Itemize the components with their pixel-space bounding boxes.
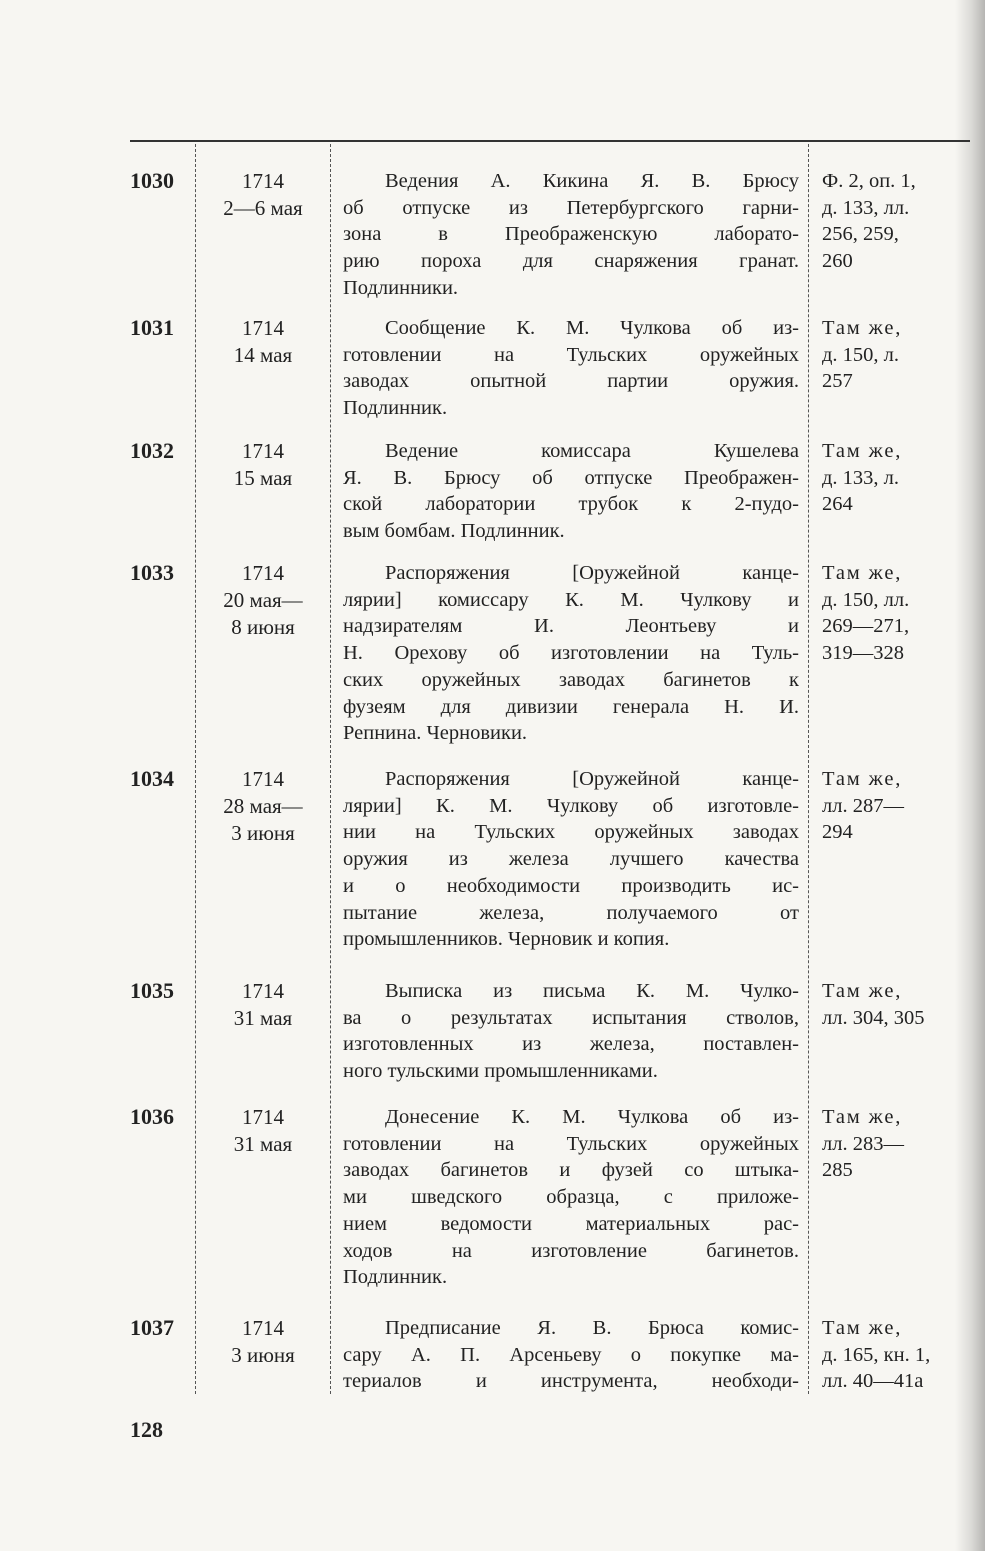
entry-description-line: пытание железа, получаемого от — [343, 901, 799, 924]
entry-reference-line: лл. 40—41а — [822, 1370, 924, 1393]
entry-archive-reference — [822, 978, 982, 1031]
entry-reference-line: Ф. 2, оп. 1, — [822, 170, 916, 192]
entry-date-line: 1714 — [242, 1105, 284, 1129]
entry-date-line: 31 мая — [233, 1132, 293, 1156]
entry-date-line: 3 июня — [231, 821, 295, 845]
entry-date-line: 31 мая — [233, 1006, 293, 1030]
page-number: 128 — [130, 1417, 163, 1442]
entry-description — [343, 560, 799, 747]
entry-number: 1036 — [130, 1104, 174, 1129]
entry-description — [343, 315, 799, 422]
entry-archive-reference — [822, 438, 982, 518]
entry-description-line: Я. В. Брюсу об отпуске Преображен- — [343, 466, 799, 489]
entry-date-line: 3 июня — [231, 1343, 295, 1367]
entry-archive-reference — [822, 168, 982, 275]
entry-date — [197, 168, 329, 222]
entry-description-line: заводах багинетов и фузей со штыка- — [343, 1159, 799, 1182]
entry-reference-line: Там же, — [822, 980, 903, 1002]
entry-number: 1034 — [130, 766, 174, 791]
entry-date-line: 1714 — [242, 169, 284, 193]
entry-date-line: 28 мая— — [223, 794, 303, 818]
entry-description-line: Распоряжения [Оружейной канце- — [385, 562, 799, 584]
entry-description-line: лярии] К. М. Чулкову об изготовле- — [343, 794, 799, 817]
entry-reference-line: 256, 259, — [822, 223, 899, 246]
entry-description — [343, 168, 799, 302]
entry-description-line: ми шведского образца, с приложе- — [343, 1186, 799, 1209]
entry-reference-line: Там же, — [822, 317, 903, 339]
entry-description — [343, 1104, 799, 1291]
entry-date-line: 20 мая— — [223, 588, 303, 612]
entry-date — [197, 560, 329, 641]
entry-date-line: 1714 — [242, 561, 284, 585]
column-divider-3 — [808, 144, 809, 1394]
entry-description — [343, 1315, 799, 1395]
entry-number: 1031 — [130, 315, 174, 340]
entry-description — [343, 766, 799, 953]
entry-description-line: Выписка из письма К. М. Чулко- — [385, 980, 799, 1002]
entry-description-line: Ведения А. Кикина Я. В. Брюсу — [385, 170, 799, 192]
entry-date — [197, 438, 329, 492]
entry-reference-line: Там же, — [822, 562, 903, 584]
entry-archive-reference — [822, 1315, 982, 1395]
entry-description-line: готовлении на Тульских оружейных — [343, 1132, 799, 1155]
entry-archive-reference — [822, 315, 982, 395]
entry-reference-line: 269—271, — [822, 615, 910, 638]
entry-archive-reference — [822, 1104, 982, 1184]
entry-number: 1030 — [130, 168, 174, 193]
entry-date-line: 1714 — [242, 979, 284, 1003]
entry-description-line: Н. Орехову об изготовлении на Туль- — [343, 642, 799, 665]
entry-reference-line: Там же, — [822, 1106, 903, 1128]
entry-description-line: Донесение К. М. Чулкова об из- — [385, 1106, 799, 1128]
entry-description-line: рию пороха для снаряжения гранат. — [343, 250, 799, 273]
entry-archive-reference — [822, 560, 982, 667]
entry-date-line: 1714 — [242, 767, 284, 791]
entry-description-line: готовлении на Тульских оружейных — [343, 343, 799, 366]
entry-description-line: Ведение комиссара Кушелева — [385, 440, 799, 462]
entry-description-line: Подлинник. — [343, 397, 448, 420]
entry-description-line: Подлинник. — [343, 1266, 448, 1289]
entry-description-line: териалов и инструмента, необходи- — [343, 1370, 799, 1393]
entry-reference-line: д. 133, лл. — [822, 196, 910, 219]
entry-description-line: Предписание Я. В. Брюса комис- — [385, 1317, 799, 1339]
entry-description-line: изготовленных из железа, поставлен- — [343, 1033, 799, 1056]
entry-description-line: сару А. П. Арсеньеву о покупке ма- — [343, 1343, 799, 1366]
entry-description-line: ходов на изготовление багинетов. — [343, 1239, 799, 1262]
entry-reference-line: 264 — [822, 493, 853, 516]
entry-description-line: фузеям для дивизии генерала Н. И. — [343, 695, 799, 718]
entry-description-line: Распоряжения [Оружейной канце- — [385, 768, 799, 790]
entry-date-line: 2—6 мая — [223, 196, 303, 220]
table-top-rule — [130, 140, 970, 142]
entry-description-line: и о необходимости производить ис- — [343, 874, 799, 897]
entry-description-line: зона в Преображенскую лаборато- — [343, 223, 799, 246]
entry-date — [197, 766, 329, 847]
entry-date — [197, 978, 329, 1032]
entry-reference-line: д. 133, л. — [822, 466, 900, 489]
entry-description-line: промышленников. Черновик и копия. — [343, 928, 670, 951]
entry-date — [197, 1315, 329, 1369]
entry-date-line: 14 мая — [233, 343, 293, 367]
entry-description-line: ного тульскими промышленниками. — [343, 1060, 658, 1083]
entry-reference-line: лл. 283— — [822, 1132, 904, 1155]
entry-description-line: Подлинники. — [343, 276, 459, 299]
entry-number: 1035 — [130, 978, 174, 1003]
entry-reference-line: д. 150, л. — [822, 343, 900, 366]
entry-reference-line: д. 165, кн. 1, — [822, 1343, 931, 1366]
entry-number: 1032 — [130, 438, 174, 463]
entry-reference-line: 285 — [822, 1159, 853, 1182]
entry-description — [343, 438, 799, 545]
entry-date-line: 1714 — [242, 439, 284, 463]
entry-reference-line: Там же, — [822, 1317, 903, 1339]
entry-reference-line: Там же, — [822, 440, 903, 462]
entry-description-line: ской лаборатории трубок к 2-пудо- — [343, 493, 799, 516]
entry-reference-line: 257 — [822, 370, 853, 393]
entry-description-line: лярии] комиссару К. М. Чулкову и — [343, 588, 799, 611]
entry-description-line: ских оружейных заводах багинетов к — [343, 668, 799, 691]
entry-reference-line: лл. 287— — [822, 794, 904, 817]
entry-description-line: нием ведомости материальных рас- — [343, 1212, 799, 1235]
entry-description-line: Репнина. Черновики. — [343, 722, 528, 745]
entry-archive-reference — [822, 766, 982, 846]
entry-description-line: оружия из железа лучшего качества — [343, 848, 799, 871]
entry-date-line: 1714 — [242, 316, 284, 340]
entry-description-line: об отпуске из Петербургского гарни- — [343, 196, 799, 219]
column-divider-1 — [195, 144, 196, 1394]
entry-date — [197, 315, 329, 369]
entry-description-line: вым бомбам. Подлинник. — [343, 520, 565, 543]
entry-reference-line: д. 150, лл. — [822, 588, 910, 611]
entry-number: 1033 — [130, 560, 174, 585]
entry-date-line: 15 мая — [233, 466, 293, 490]
column-divider-2 — [330, 144, 331, 1394]
entry-reference-line: 260 — [822, 250, 853, 273]
entry-date-line: 1714 — [242, 1316, 284, 1340]
entry-reference-line: Там же, — [822, 768, 903, 790]
entry-description-line: нии на Тульских оружейных заводах — [343, 821, 799, 844]
entry-description-line: Сообщение К. М. Чулкова об из- — [385, 317, 799, 339]
entry-reference-line: 294 — [822, 821, 853, 844]
entry-number: 1037 — [130, 1315, 174, 1340]
entry-date-line: 8 июня — [231, 615, 295, 639]
entry-description-line: надзирателям И. Леонтьеву и — [343, 615, 799, 638]
entry-date — [197, 1104, 329, 1158]
entry-description-line: ва о результатах испытания стволов, — [343, 1006, 799, 1029]
entry-reference-line: лл. 304, 305 — [822, 1006, 925, 1029]
entry-reference-line: 319—328 — [822, 642, 904, 665]
entry-description-line: заводах опытной партии оружия. — [343, 370, 799, 393]
entry-description — [343, 978, 799, 1085]
